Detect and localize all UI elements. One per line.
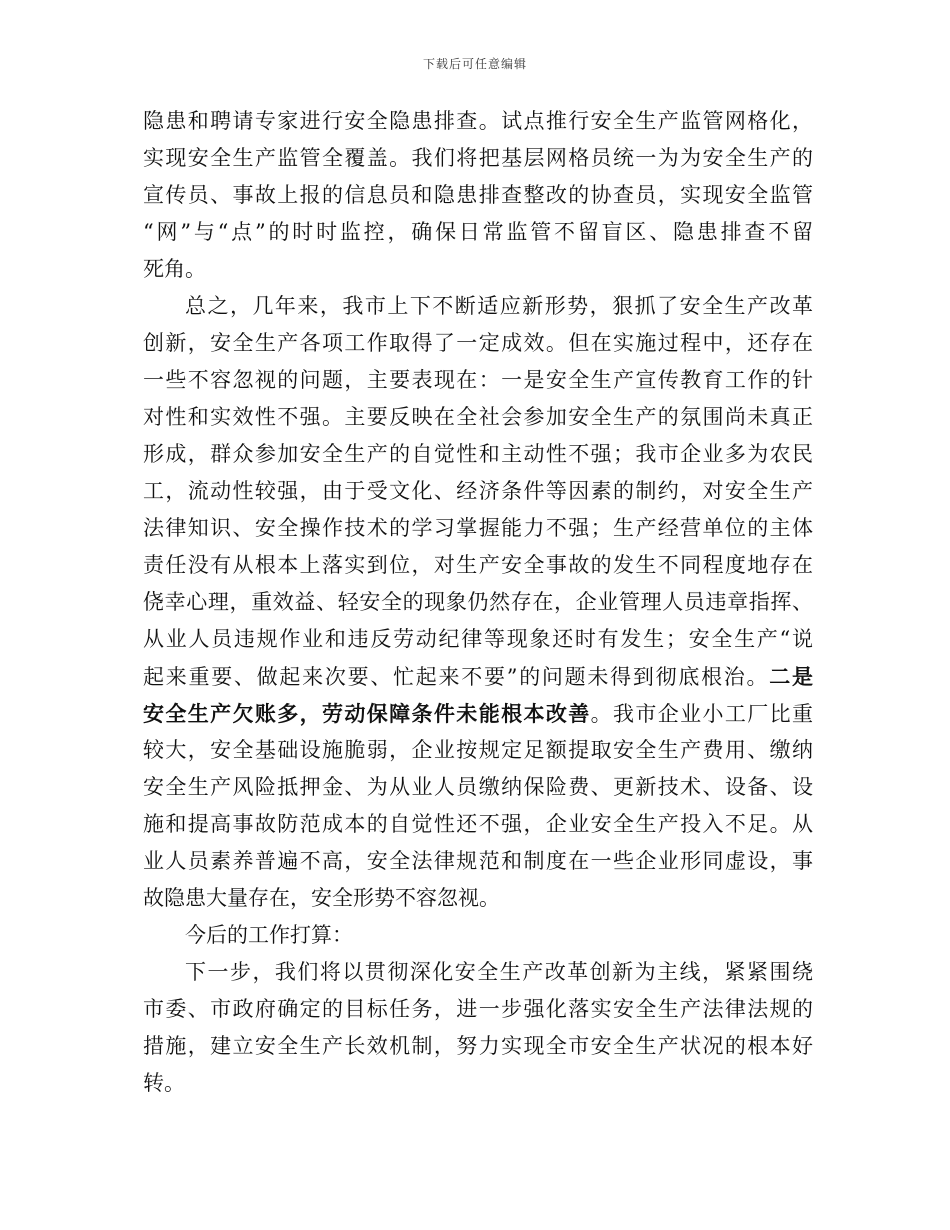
text-line: 死角。 [143,257,206,281]
text-line: 业人员素养普遍不高，安全法律规范和制度在一些企业形同虚设，事 [143,849,813,873]
text-line: 总之，几年来，我市上下不断适应新形势，狠抓了安全生产改革 [185,294,813,318]
text-line: 市委、市政府确定的目标任务，进一步强化落实安全生产法律法规的 [143,997,813,1021]
text-line: 侥幸心理，重效益、轻安全的现象仍然存在，企业管理人员违章指挥、 [143,590,813,614]
text-line: 较大，安全基础设施脆弱，企业按规定足额提取安全生产费用、缴纳 [143,738,813,762]
text-line: 隐患和聘请专家进行安全隐患排查。试点推行安全生产监管网格化， [143,109,813,133]
normal-text: 。我市企业小工厂比重 [590,702,814,726]
bold-text: 安全生产欠账多，劳动保障条件未能根本改善 [143,701,591,726]
paragraph-1 [143,103,813,288]
text-line: 下一步，我们将以贯彻深化安全生产改革创新为主线，紧紧围绕 [185,960,813,984]
text-line: “网”与“点”的时时监控，确保日常监管不留盲区、隐患排查不留 [143,220,813,244]
text-line: 安全生产风险抵押金、为从业人员缴纳保险费、更新技术、设备、设 [143,775,813,799]
document-body [143,103,813,1102]
text-line: 今后的工作打算： [185,923,353,947]
text-line: 施和提高事故防范成本的自觉性还不强，企业安全生产投入不足。从 [143,812,813,836]
text-line: 措施，建立安全生产长效机制，努力实现全市安全生产状况的根本好 [143,1034,813,1058]
text-line: 工，流动性较强，由于受文化、经济条件等因素的制约，对安全生产 [143,479,813,503]
text-line: 对性和实效性不强。主要反映在全社会参加安全生产的氛围尚未真正 [143,405,813,429]
paragraph-2 [143,288,813,917]
text-line: 转。 [143,1071,185,1095]
text-line: 形成，群众参加安全生产的自觉性和主动性不强；我市企业多为农民 [143,442,813,466]
text-line: 宣传员、事故上报的信息员和隐患排查整改的协查员，实现安全监管 [143,183,813,207]
text-line: 实现安全生产监管全覆盖。我们将把基层网格员统一为为安全生产的 [143,146,813,170]
text-line: 法律知识、安全操作技术的学习掌握能力不强；生产经营单位的主体 [143,516,813,540]
text-line: 责任没有从根本上落实到位，对生产安全事故的发生不同程度地存在 [143,553,813,577]
text-line-mixed [143,658,813,695]
bold-text: 二是 [769,664,813,689]
text-line: 故隐患大量存在，安全形势不容忽视。 [143,886,500,910]
page-header: 下载后可任意编辑 [422,57,527,71]
text-line: 创新，安全生产各项工作取得了一定成效。但在实施过程中，还存在 [143,331,813,355]
text-line: 一些不容忽视的问题，主要表现在：一是安全生产宣传教育工作的针 [143,368,813,392]
normal-text: 起来重要、做起来次要、忙起来不要”的问题未得到彻底根治。 [143,665,770,689]
paragraph-3 [143,917,813,954]
text-line-mixed [143,695,813,732]
paragraph-4 [143,954,813,1102]
text-line: 从业人员违规作业和违反劳动纪律等现象还时有发生；安全生产“说 [143,627,813,651]
